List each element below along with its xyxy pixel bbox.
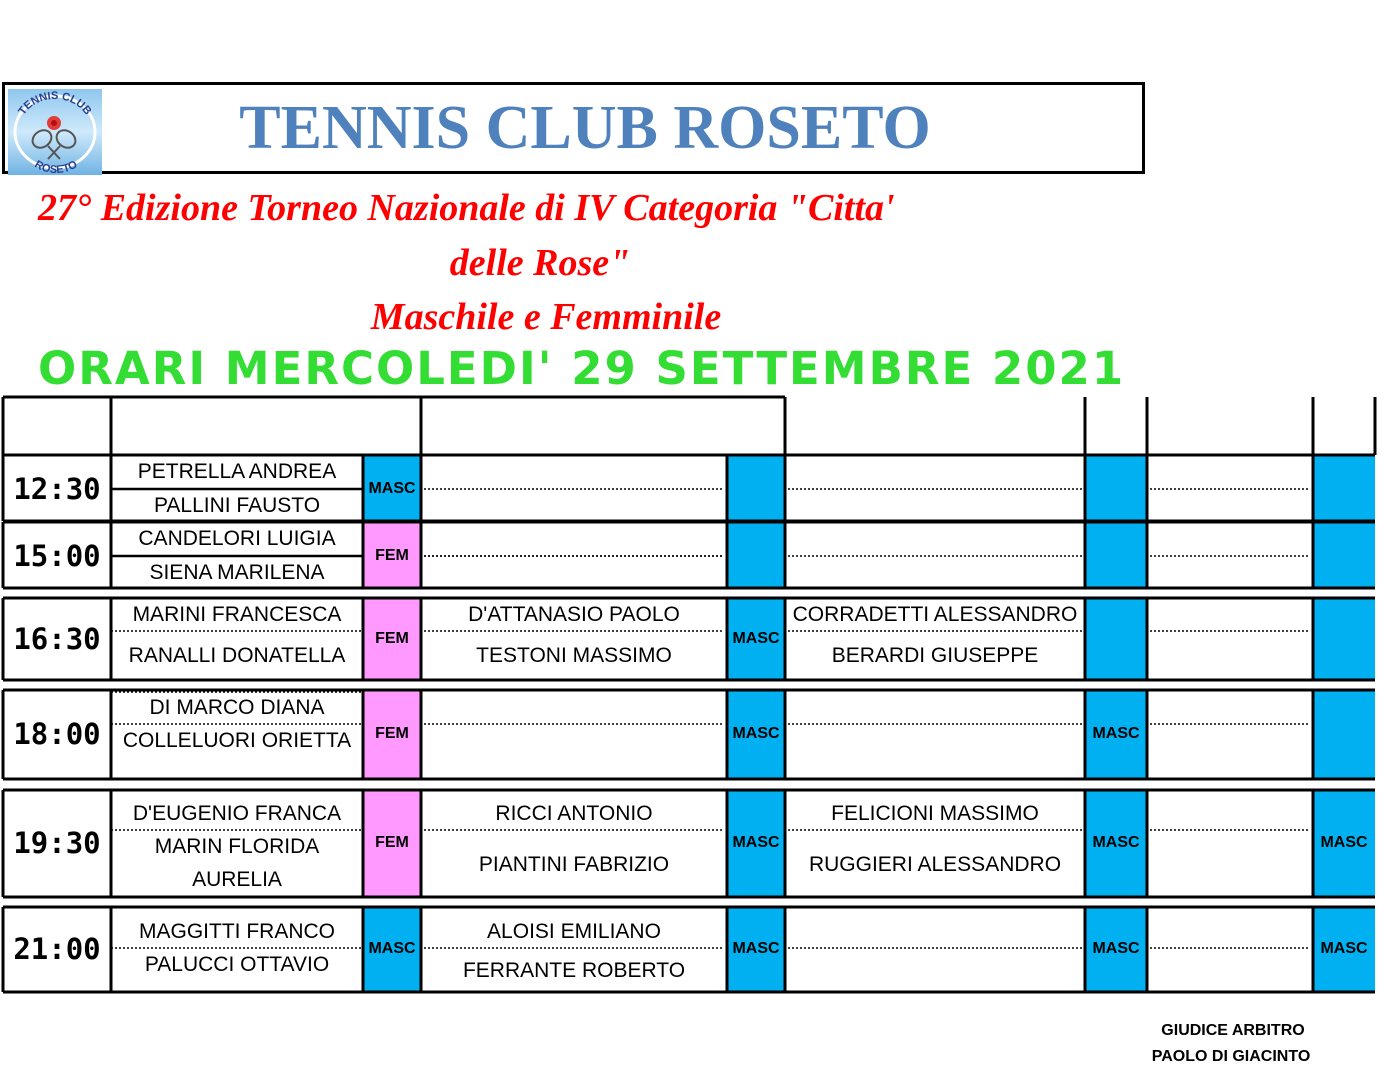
court2-category-cell (727, 455, 785, 521)
logo-text-top: TENNIS CLUB (16, 89, 94, 118)
player-name: MAGGITTI FRANCO (139, 920, 335, 943)
player-name: PIANTINI FABRIZIO (478, 853, 670, 876)
category-badge: FEM (375, 834, 409, 851)
player-name: COLLELUORI ORIETTA (122, 729, 352, 752)
category-badge: FEM (375, 725, 409, 742)
player-name: AURELIA (192, 868, 282, 891)
category-badge: MASC (732, 940, 780, 957)
category-badge: MASC (1092, 940, 1140, 957)
player-name: RUGGIERI ALESSANDRO (808, 853, 1062, 876)
player-name: MARINI FRANCESCA (132, 603, 342, 626)
court4-category-cell (1313, 598, 1375, 680)
player-name: PETRELLA ANDREA (137, 460, 337, 483)
category-badge: FEM (375, 547, 409, 564)
player-name: TESTONI MASSIMO (476, 644, 672, 667)
player-name: CANDELORI LUIGIA (138, 527, 336, 550)
time-slot: 19:30 (13, 826, 101, 860)
logo-text-bottom: ROSETO (32, 158, 80, 175)
court3-category-cell (1085, 598, 1147, 680)
player-name: SIENA MARILENA (149, 561, 325, 584)
player-name: BERARDI GIUSEPPE (831, 644, 1039, 667)
category-badge: MASC (1320, 940, 1368, 957)
subtitle-line-1: 27° Edizione Torneo Nazionale di IV Categoria "Citta' (38, 187, 895, 229)
referee-name: PAOLO DI GIACINTO (1151, 1048, 1311, 1065)
category-badge: MASC (1092, 725, 1140, 742)
category-badge: MASC (732, 725, 780, 742)
court2-category-cell (727, 522, 785, 588)
category-badge: MASC (1320, 834, 1368, 851)
player-name: RANALLI DONATELLA (128, 644, 346, 667)
club-title: TENNIS CLUB ROSETO (239, 94, 931, 162)
player-name: D'EUGENIO FRANCA (132, 802, 342, 825)
category-badge: MASC (732, 834, 780, 851)
player-name: FERRANTE ROBERTO (462, 959, 686, 982)
time-slot: 16:30 (13, 622, 101, 656)
player-name: D'ATTANASIO PAOLO (468, 603, 680, 626)
player-name: DI MARCO DIANA (149, 696, 325, 719)
schedule-title: ORARI MERCOLEDI' 29 SETTEMBRE 2021 (38, 342, 1126, 395)
player-name: PALLINI FAUSTO (153, 494, 321, 517)
subtitle-line-2: delle Rose" (449, 242, 631, 284)
subtitle-line-3: Maschile e Femminile (370, 296, 722, 338)
category-badge: MASC (368, 480, 416, 497)
player-name: CORRADETTI ALESSANDRO (792, 603, 1078, 626)
time-slot: 21:00 (13, 932, 101, 966)
court4-category-cell (1313, 455, 1375, 521)
player-name: PALUCCI OTTAVIO (144, 953, 330, 976)
category-badge: MASC (1092, 834, 1140, 851)
category-badge: FEM (375, 630, 409, 647)
player-name: MARIN FLORIDA (154, 835, 320, 858)
time-slot: 18:00 (13, 717, 101, 751)
court3-category-cell (1085, 455, 1147, 521)
court4-category-cell (1313, 690, 1375, 779)
player-name: RICCI ANTONIO (495, 802, 653, 825)
time-slot: 12:30 (13, 472, 101, 506)
player-name: ALOISI EMILIANO (487, 920, 661, 943)
referee-role: GIUDICE ARBITRO (1161, 1022, 1305, 1039)
category-badge: MASC (368, 940, 416, 957)
category-badge: MASC (732, 630, 780, 647)
time-slot: 15:00 (13, 539, 101, 573)
court4-category-cell (1313, 522, 1375, 588)
player-name: FELICIONI MASSIMO (831, 802, 1039, 825)
court3-category-cell (1085, 522, 1147, 588)
